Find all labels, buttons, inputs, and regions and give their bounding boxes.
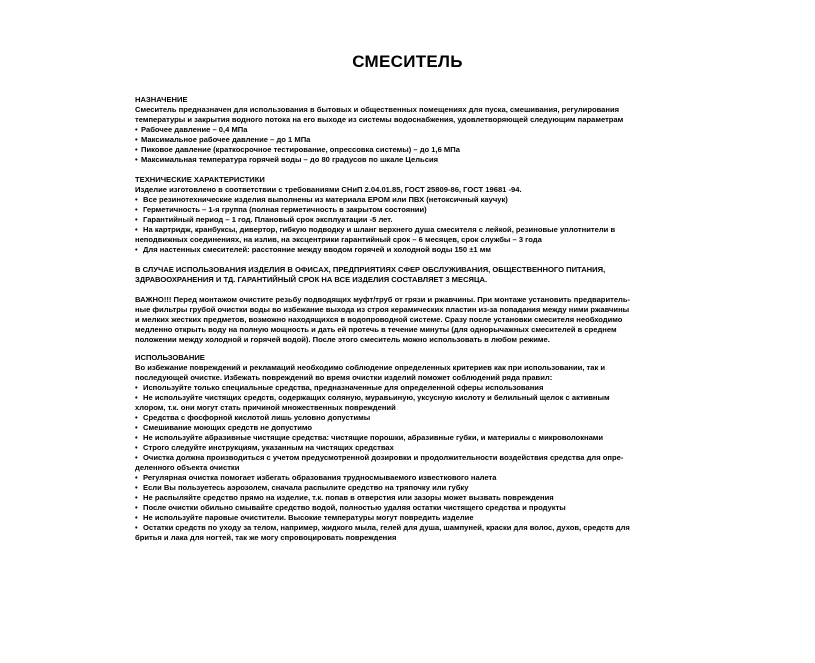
usage-item: • Средства с фосфорной кислотой лишь условно допустимы: [135, 413, 685, 423]
specs-item: • Герметичность – 1-я группа (полная герметичность в закрытом состоянии): [135, 205, 685, 215]
specs-item: • Все резинотехнические изделия выполнены из материала EPOM или ПВХ (нетоксичный каучук): [135, 195, 685, 205]
important-line: и мелких жестких предметов, возможно находящихся в водопроводной системе. Сразу после установки смесителя необходимо: [135, 315, 623, 324]
specs-intro: Изделие изготовлено в соответствии с требованиями СНиП 2.04.01.85, ГОСТ 25809-86, ГОСТ 19681 -94.: [135, 185, 522, 194]
usage-item: • Остатки средств по уходу за телом, например, жидкого мыла, гелей для душа, шампуней, краски для волос, духов, средств для: [135, 523, 685, 533]
usage-item: • Не распыляйте средство прямо на изделие, т.к. попав в отверстия или зазоры может вызвать повреждения: [135, 493, 685, 503]
specs-item: • Гарантийный период – 1 год. Плановый срок эксплуатации -5 лет.: [135, 215, 685, 225]
important-line: ВАЖНО!!! Перед монтажом очистите резьбу подводящих муфт/труб от грязи и ржавчины. При монтаже установить предваритель-: [135, 295, 631, 304]
purpose-item: • Максимальная температура горячей воды – до 80 градусов по шкале Цельсия: [135, 155, 685, 165]
purpose-heading: НАЗНАЧЕНИЕ: [135, 95, 188, 104]
usage-item: • Строго следуйте инструкциям, указанным на чистящих средствах: [135, 443, 685, 453]
purpose-item: • Максимальное рабочее давление – до 1 МПа: [135, 135, 685, 145]
usage-item-continuation: хлором, т.к. они могут стать причиной множественных повреждений: [135, 403, 396, 412]
important-line: ные фильтры грубой очистки воды во избежание выхода из строя керамических пластин из-за попадания между ними ржавчины: [135, 305, 630, 314]
usage-heading: ИСПОЛЬЗОВАНИЕ: [135, 353, 205, 362]
usage-item: • Регулярная очистка помогает избегать образования трудносмываемого известкового налета: [135, 473, 685, 483]
usage-item: • Используйте только специальные средства, предназначенные для определенной сферы использования: [135, 383, 685, 393]
purpose-item: • Рабочее давление – 0,4 МПа: [135, 125, 685, 135]
usage-item: • После очистки обильно смывайте средство водой, полностью удаляя остатки чистящего средства и продукты: [135, 503, 685, 513]
warranty-notice-line: В СЛУЧАЕ ИСПОЛЬЗОВАНИЯ ИЗДЕЛИЯ В ОФИСАХ, ПРЕДПРИЯТИЯХ СФЕР ОБСЛУЖИВАНИЯ, ОБЩЕСТВЕННОГО ПИТАНИЯ,: [135, 265, 606, 274]
purpose-line: Смеситель предназначен для использования в бытовых и общественных помещениях для пуска, смешивания, регулирования: [135, 105, 620, 114]
important-line: положении между холодной и горячей водой). После этого смеситель можно использовать в любом режиме.: [135, 335, 550, 344]
document-title: СМЕСИТЕЛЬ: [352, 52, 463, 71]
purpose-line: температуры и закрытия водного потока на его выходе из системы водоснабжения, удовлетворяющей следующим параметрам: [135, 115, 624, 124]
usage-item: • Если Вы пользуетесь аэрозолем, сначала распылите средство на тряпочку или губку: [135, 483, 685, 493]
usage-line: последующей очистке. Избежать повреждений во время очистки изделий поможет соблюдений ряда правил:: [135, 373, 553, 382]
usage-item: • Смешивание моющих средств не допустимо: [135, 423, 685, 433]
warranty-notice-line: ЗДРАВООХРАНЕНИЯ И ТД. ГАРАНТИЙНЫЙ СРОК НА ВСЕ ИЗДЕЛИЯ СОСТАВЛЯЕТ 3 МЕСЯЦА.: [135, 275, 488, 284]
usage-line: Во избежание повреждений и рекламаций необходимо соблюдение определенных критериев как при использовании, так и: [135, 363, 606, 372]
usage-item: • Не используйте чистящих средств, содержащих соляную, муравьиную, уксусную кислоту и белильный щелок с активным: [135, 393, 685, 403]
usage-item: • Не используйте паровые очистители. Высокие температуры могут повредить изделие: [135, 513, 685, 523]
important-line: медленно открыть воду на полную мощность и дать ей протечь в течение минуты (для однорычажных смесителей в среднем: [135, 325, 617, 334]
usage-item-continuation: деленного объекта очистки: [135, 463, 240, 472]
specs-item: • На картридж, кранбуксы, дивертор, гибкую подводку и шланг верхнего душа смесителя с лейкой, резиновые уплотнители в: [135, 225, 685, 235]
document-body: [135, 95, 685, 543]
usage-item: • Не используйте абразивные чистящие средства: чистящие порошки, абразивные губки, и материалы с микроволокнами: [135, 433, 685, 443]
usage-item-continuation: бритья и лака для ногтей, так же могу спровоцировать повреждения: [135, 533, 397, 542]
specs-item: • Для настенных смесителей: расстояние между вводом горячей и холодной воды 150 ±1 мм: [135, 245, 685, 255]
specs-item-continuation: неподвижных соединениях, на излив, на эксцентрики гарантийный срок – 6 месяцев, срок службы – 3 года: [135, 235, 542, 244]
usage-item: • Очистка должна производиться с учетом предусмотренной дозировки и продолжительности воздействия средства для опре-: [135, 453, 685, 463]
specs-heading: ТЕХНИЧЕСКИЕ ХАРАКТЕРИСТИКИ: [135, 175, 265, 184]
purpose-item: • Пиковое давление (краткосрочное тестирование, опрессовка системы) – до 1,6 МПа: [135, 145, 685, 155]
